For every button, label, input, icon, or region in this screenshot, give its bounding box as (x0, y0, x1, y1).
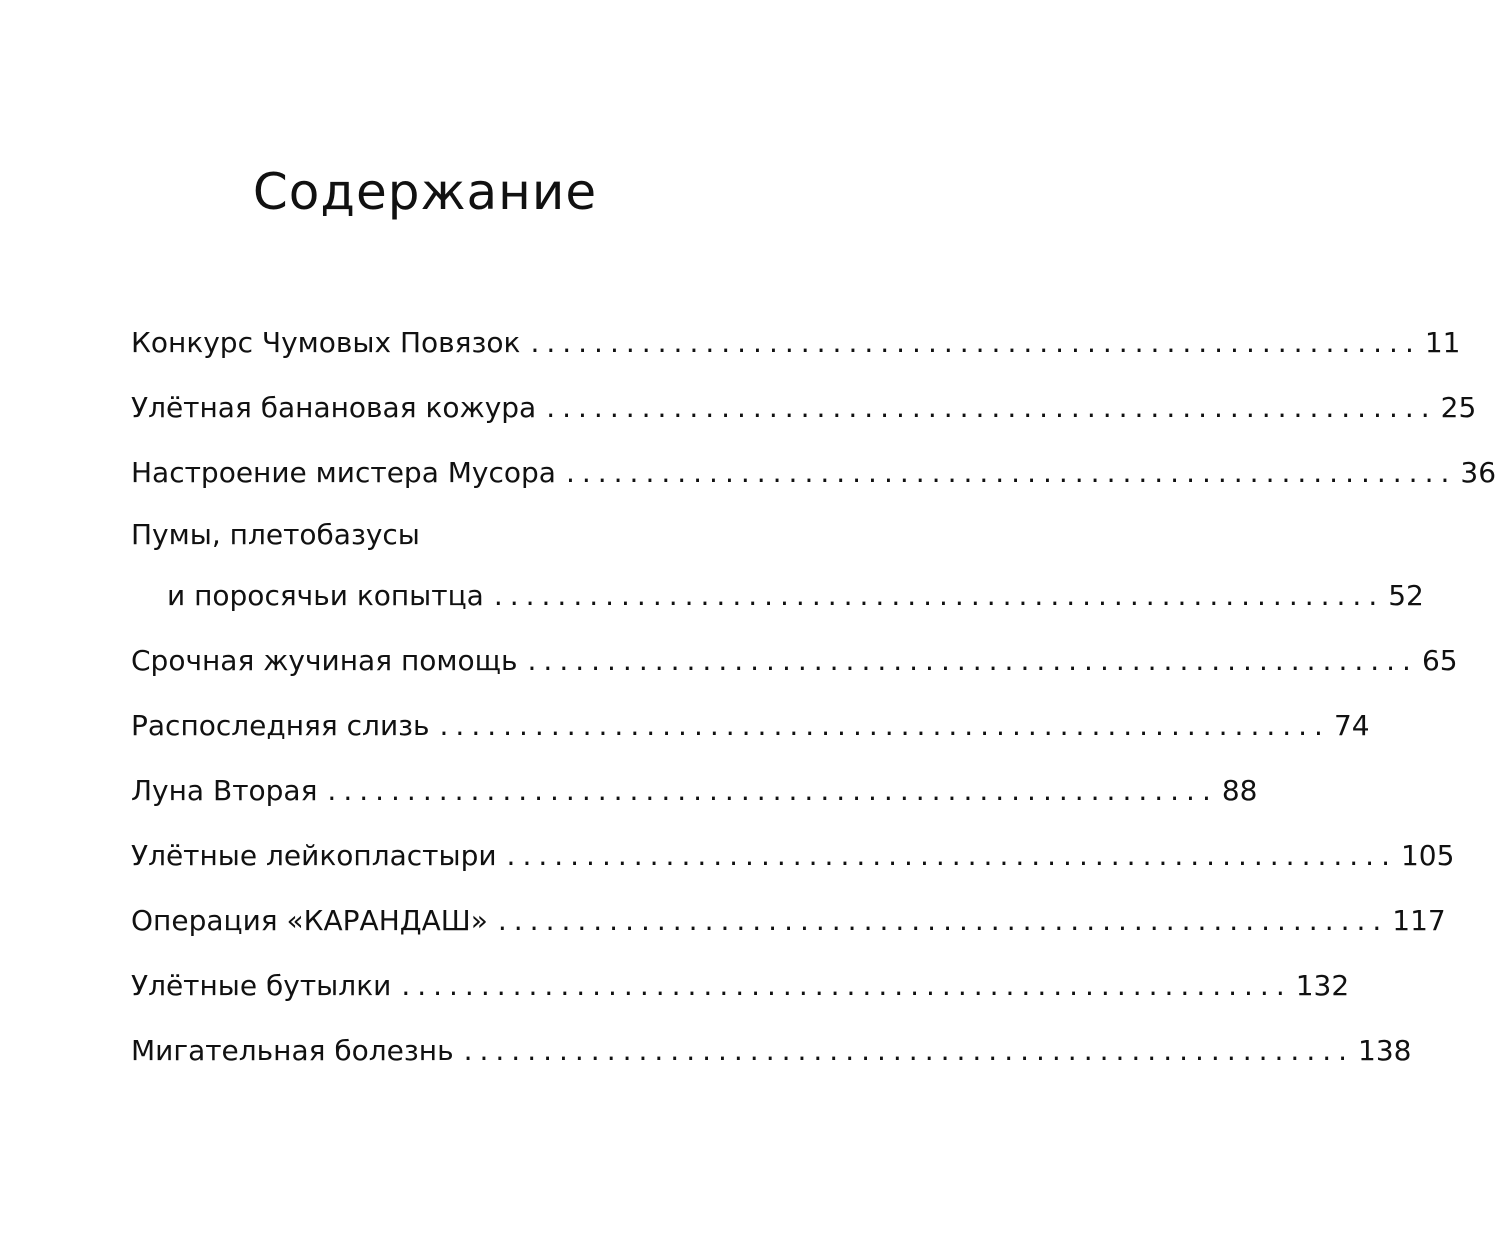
toc-entry (131, 375, 1477, 440)
toc-entry-title: Операция «КАРАНДАШ» (131, 904, 488, 937)
toc-entry-title: Мигательная болезнь (131, 1034, 454, 1067)
toc-entry (131, 823, 1455, 888)
page-title: Содержание (252, 163, 598, 221)
toc-entry (131, 440, 1496, 505)
toc-entry (131, 953, 1350, 1018)
toc-entry-page: 88 (1221, 774, 1258, 807)
toc-entry (131, 888, 1446, 953)
dot-leader: ........................................................ (327, 774, 1218, 807)
toc-entry-title: Улётные лейкопластыри (131, 839, 497, 872)
dot-leader: ........................................................ (493, 579, 1385, 612)
toc-entry (131, 628, 1458, 693)
toc-entry-title: Луна Вторая (131, 774, 318, 807)
toc-entry-title: Срочная жучиная помощь (131, 644, 518, 677)
dot-leader: ........................................................ (565, 456, 1457, 489)
table-of-contents (131, 310, 1496, 1083)
toc-entry-title: Настроение мистера Мусора (131, 456, 556, 489)
toc-entry-title: Распоследняя слизь (131, 709, 430, 742)
toc-entry-title: Улётные бутылки (131, 969, 392, 1002)
dot-leader: ........................................................ (506, 839, 1397, 872)
toc-entry-page: 25 (1440, 391, 1477, 424)
toc-entry-page: 11 (1424, 326, 1461, 359)
toc-entry-page: 138 (1358, 1034, 1412, 1067)
toc-entry-title-line1: Пумы, плетобазусы (131, 517, 420, 551)
dot-leader: ........................................................ (527, 644, 1418, 677)
toc-entry (131, 310, 1461, 375)
toc-entry (131, 1018, 1412, 1083)
dot-leader: ........................................................ (497, 904, 1389, 937)
toc-entry-page: 105 (1400, 839, 1455, 872)
dot-leader: ........................................................ (546, 391, 1437, 424)
toc-entry-first-line (131, 505, 715, 563)
toc-entry (131, 693, 1370, 758)
toc-entry-title-line2: и поросячьи копытца (167, 579, 484, 612)
toc-entry-page: 74 (1333, 709, 1370, 742)
toc-entry (131, 563, 1424, 628)
toc-entry-page: 132 (1295, 969, 1350, 1002)
toc-entry (131, 758, 1258, 823)
toc-entry-title: Конкурс Чумовых Повязок (131, 326, 521, 359)
toc-entry-page: 117 (1392, 904, 1446, 937)
toc-entry-page: 52 (1388, 579, 1424, 612)
toc-entry-page: 36 (1460, 456, 1496, 489)
toc-entry-title: Улётная банановая кожура (131, 391, 537, 424)
toc-entry-page: 65 (1421, 644, 1458, 677)
dot-leader: ........................................................ (439, 709, 1330, 742)
dot-leader: ........................................................ (463, 1034, 1355, 1067)
dot-leader: ........................................................ (401, 969, 1292, 1002)
dot-leader: ........................................................ (530, 326, 1421, 359)
